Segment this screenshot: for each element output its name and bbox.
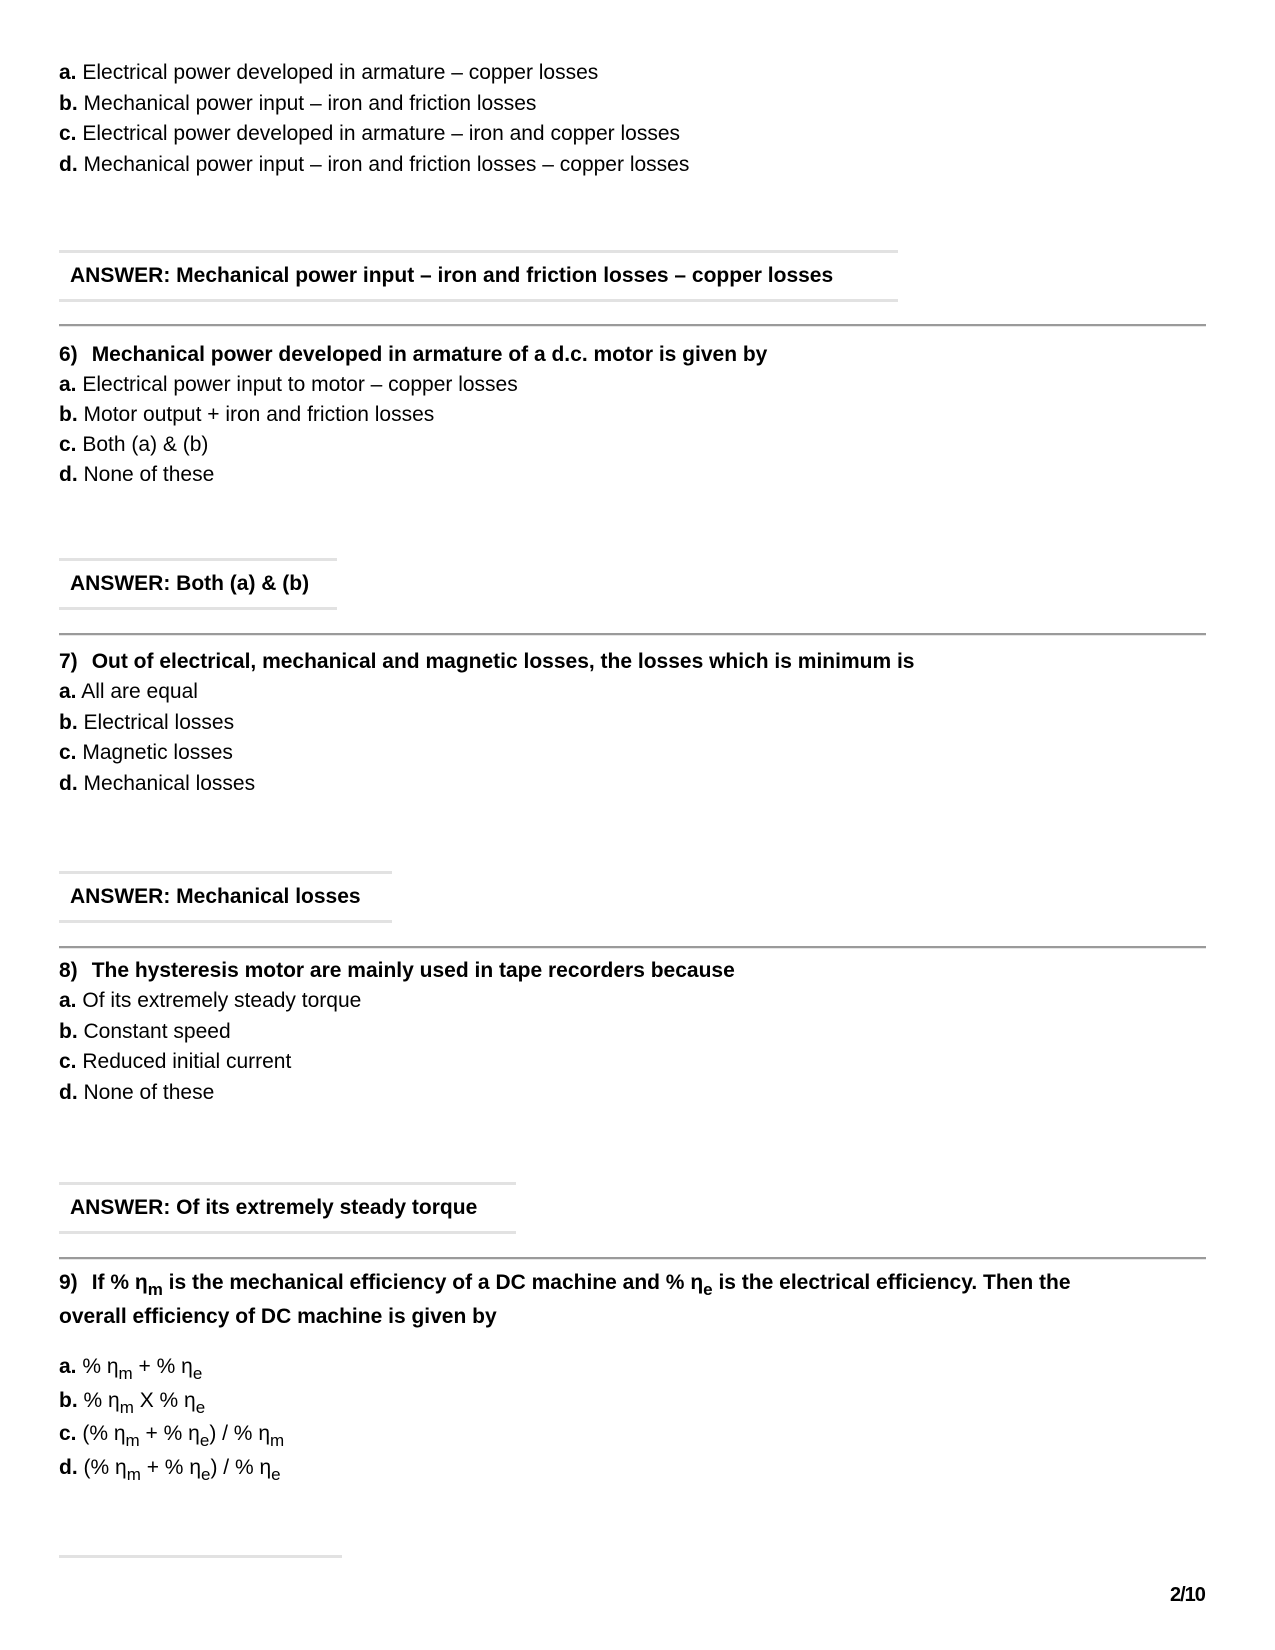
option-key: a.	[59, 373, 77, 396]
question-title	[59, 956, 735, 986]
subscript: m	[125, 1431, 140, 1450]
option-text: Mechanical losses	[83, 772, 256, 795]
option-text: Of its extremely steady torque	[82, 989, 362, 1012]
question-text: Out of electrical, mechanical and magnetic losses, the losses which is minimum is	[91, 650, 915, 673]
option-key: d.	[59, 153, 78, 176]
subscript: m	[119, 1398, 134, 1417]
option-row	[59, 708, 234, 738]
subscript: e	[192, 1364, 203, 1383]
question-title	[59, 340, 767, 370]
subscript: m	[270, 1431, 285, 1450]
option-row	[59, 370, 518, 400]
option-text: Mechanical power input – iron and friction losses	[83, 92, 537, 115]
option-text: Magnetic losses	[82, 741, 233, 764]
subscript: m	[118, 1364, 133, 1383]
answer-box	[59, 871, 392, 923]
option-row	[59, 1078, 214, 1108]
option-key: c.	[59, 1422, 77, 1445]
page-number: 2/10	[1170, 1584, 1205, 1606]
question-title	[59, 647, 914, 677]
formula-text: % η	[83, 1389, 120, 1412]
option-row	[59, 677, 198, 707]
option-text: All are equal	[81, 680, 198, 703]
option-text: None of these	[83, 1081, 215, 1104]
subscript: m	[126, 1465, 141, 1484]
formula-text: ) / % η	[210, 1456, 272, 1479]
formula-text: + % η	[140, 1456, 201, 1479]
question-divider	[59, 1257, 1206, 1260]
option-key: b.	[59, 1389, 78, 1412]
formula-text: ) / % η	[209, 1422, 270, 1445]
question-divider	[59, 324, 1206, 327]
answer-text: ANSWER: Mechanical losses	[70, 885, 361, 908]
option-key: d.	[59, 1081, 78, 1104]
answer-text: ANSWER: Both (a) & (b)	[70, 572, 310, 595]
option-key: a.	[59, 680, 77, 703]
option-text: Constant speed	[83, 1020, 231, 1043]
option-row	[59, 400, 434, 430]
option-row	[59, 58, 598, 88]
option-key: b.	[59, 403, 78, 426]
question-text: is the mechanical efficiency of a DC machine and % η	[162, 1271, 704, 1294]
option-text: Motor output + iron and friction losses	[83, 403, 435, 426]
option-row	[59, 1419, 284, 1450]
subscript: e	[703, 1280, 713, 1299]
option-row	[59, 119, 680, 149]
formula-text: + % η	[132, 1355, 193, 1378]
option-text: None of these	[83, 463, 215, 486]
option-row	[59, 986, 361, 1016]
answer-box	[59, 250, 898, 302]
option-key: c.	[59, 122, 77, 145]
question-text: The hysteresis motor are mainly used in tape recorders because	[91, 959, 735, 982]
question-divider	[59, 946, 1206, 949]
question-text: Mechanical power developed in armature of a d.c. motor is given by	[91, 343, 768, 366]
subscript: e	[199, 1431, 210, 1450]
option-text: Electrical power developed in armature – iron and copper losses	[82, 122, 681, 145]
option-key: d.	[59, 1456, 78, 1479]
formula-text: (% η	[83, 1456, 127, 1479]
answer-text: ANSWER: Mechanical power input – iron and friction losses – copper losses	[70, 264, 834, 287]
option-row	[59, 1017, 231, 1047]
option-key: d.	[59, 463, 78, 486]
option-row	[59, 430, 208, 460]
answer-text: ANSWER: Of its extremely steady torque	[70, 1196, 478, 1219]
option-text: Electrical power input to motor – copper losses	[82, 373, 518, 396]
option-key: c.	[59, 1050, 77, 1073]
option-key: a.	[59, 1355, 77, 1378]
answer-box-top-border	[59, 1555, 342, 1558]
question-number: 9)	[59, 1271, 78, 1294]
question-number: 8)	[59, 959, 78, 982]
subscript: e	[195, 1398, 206, 1417]
subscript: e	[201, 1465, 211, 1484]
question-divider	[59, 633, 1206, 636]
formula-text: (% η	[82, 1422, 126, 1445]
question-number: 6)	[59, 343, 78, 366]
option-text: Both (a) & (b)	[82, 433, 209, 456]
option-key: b.	[59, 92, 78, 115]
formula-text: % η	[82, 1355, 119, 1378]
question-title	[59, 1268, 1071, 1299]
question-text: If % η	[91, 1271, 148, 1294]
option-key: b.	[59, 711, 78, 734]
option-key: b.	[59, 1020, 78, 1043]
option-text: Electrical losses	[83, 711, 235, 734]
subscript: m	[147, 1280, 163, 1299]
question-title-line2: overall efficiency of DC machine is given by	[59, 1305, 497, 1328]
subscript: e	[271, 1465, 281, 1484]
option-key: c.	[59, 433, 77, 456]
option-row	[59, 89, 536, 119]
formula-text: X % η	[133, 1389, 196, 1412]
option-row	[59, 460, 214, 490]
option-row	[59, 769, 255, 799]
option-row	[59, 1352, 202, 1383]
option-text: Mechanical power input – iron and friction losses – copper losses	[83, 153, 690, 176]
option-row	[59, 1453, 281, 1484]
option-row	[59, 150, 689, 180]
question-text: is the electrical efficiency. Then the	[712, 1271, 1071, 1294]
formula-text: + % η	[139, 1422, 200, 1445]
option-key: d.	[59, 772, 78, 795]
option-row	[59, 1047, 291, 1077]
question-number: 7)	[59, 650, 78, 673]
answer-box	[59, 1182, 516, 1234]
option-key: a.	[59, 61, 77, 84]
option-text: Electrical power developed in armature – copper losses	[82, 61, 599, 84]
option-key: a.	[59, 989, 77, 1012]
answer-box	[59, 558, 337, 610]
option-row	[59, 1386, 205, 1417]
option-row	[59, 738, 233, 768]
option-key: c.	[59, 741, 77, 764]
option-text: Reduced initial current	[82, 1050, 292, 1073]
